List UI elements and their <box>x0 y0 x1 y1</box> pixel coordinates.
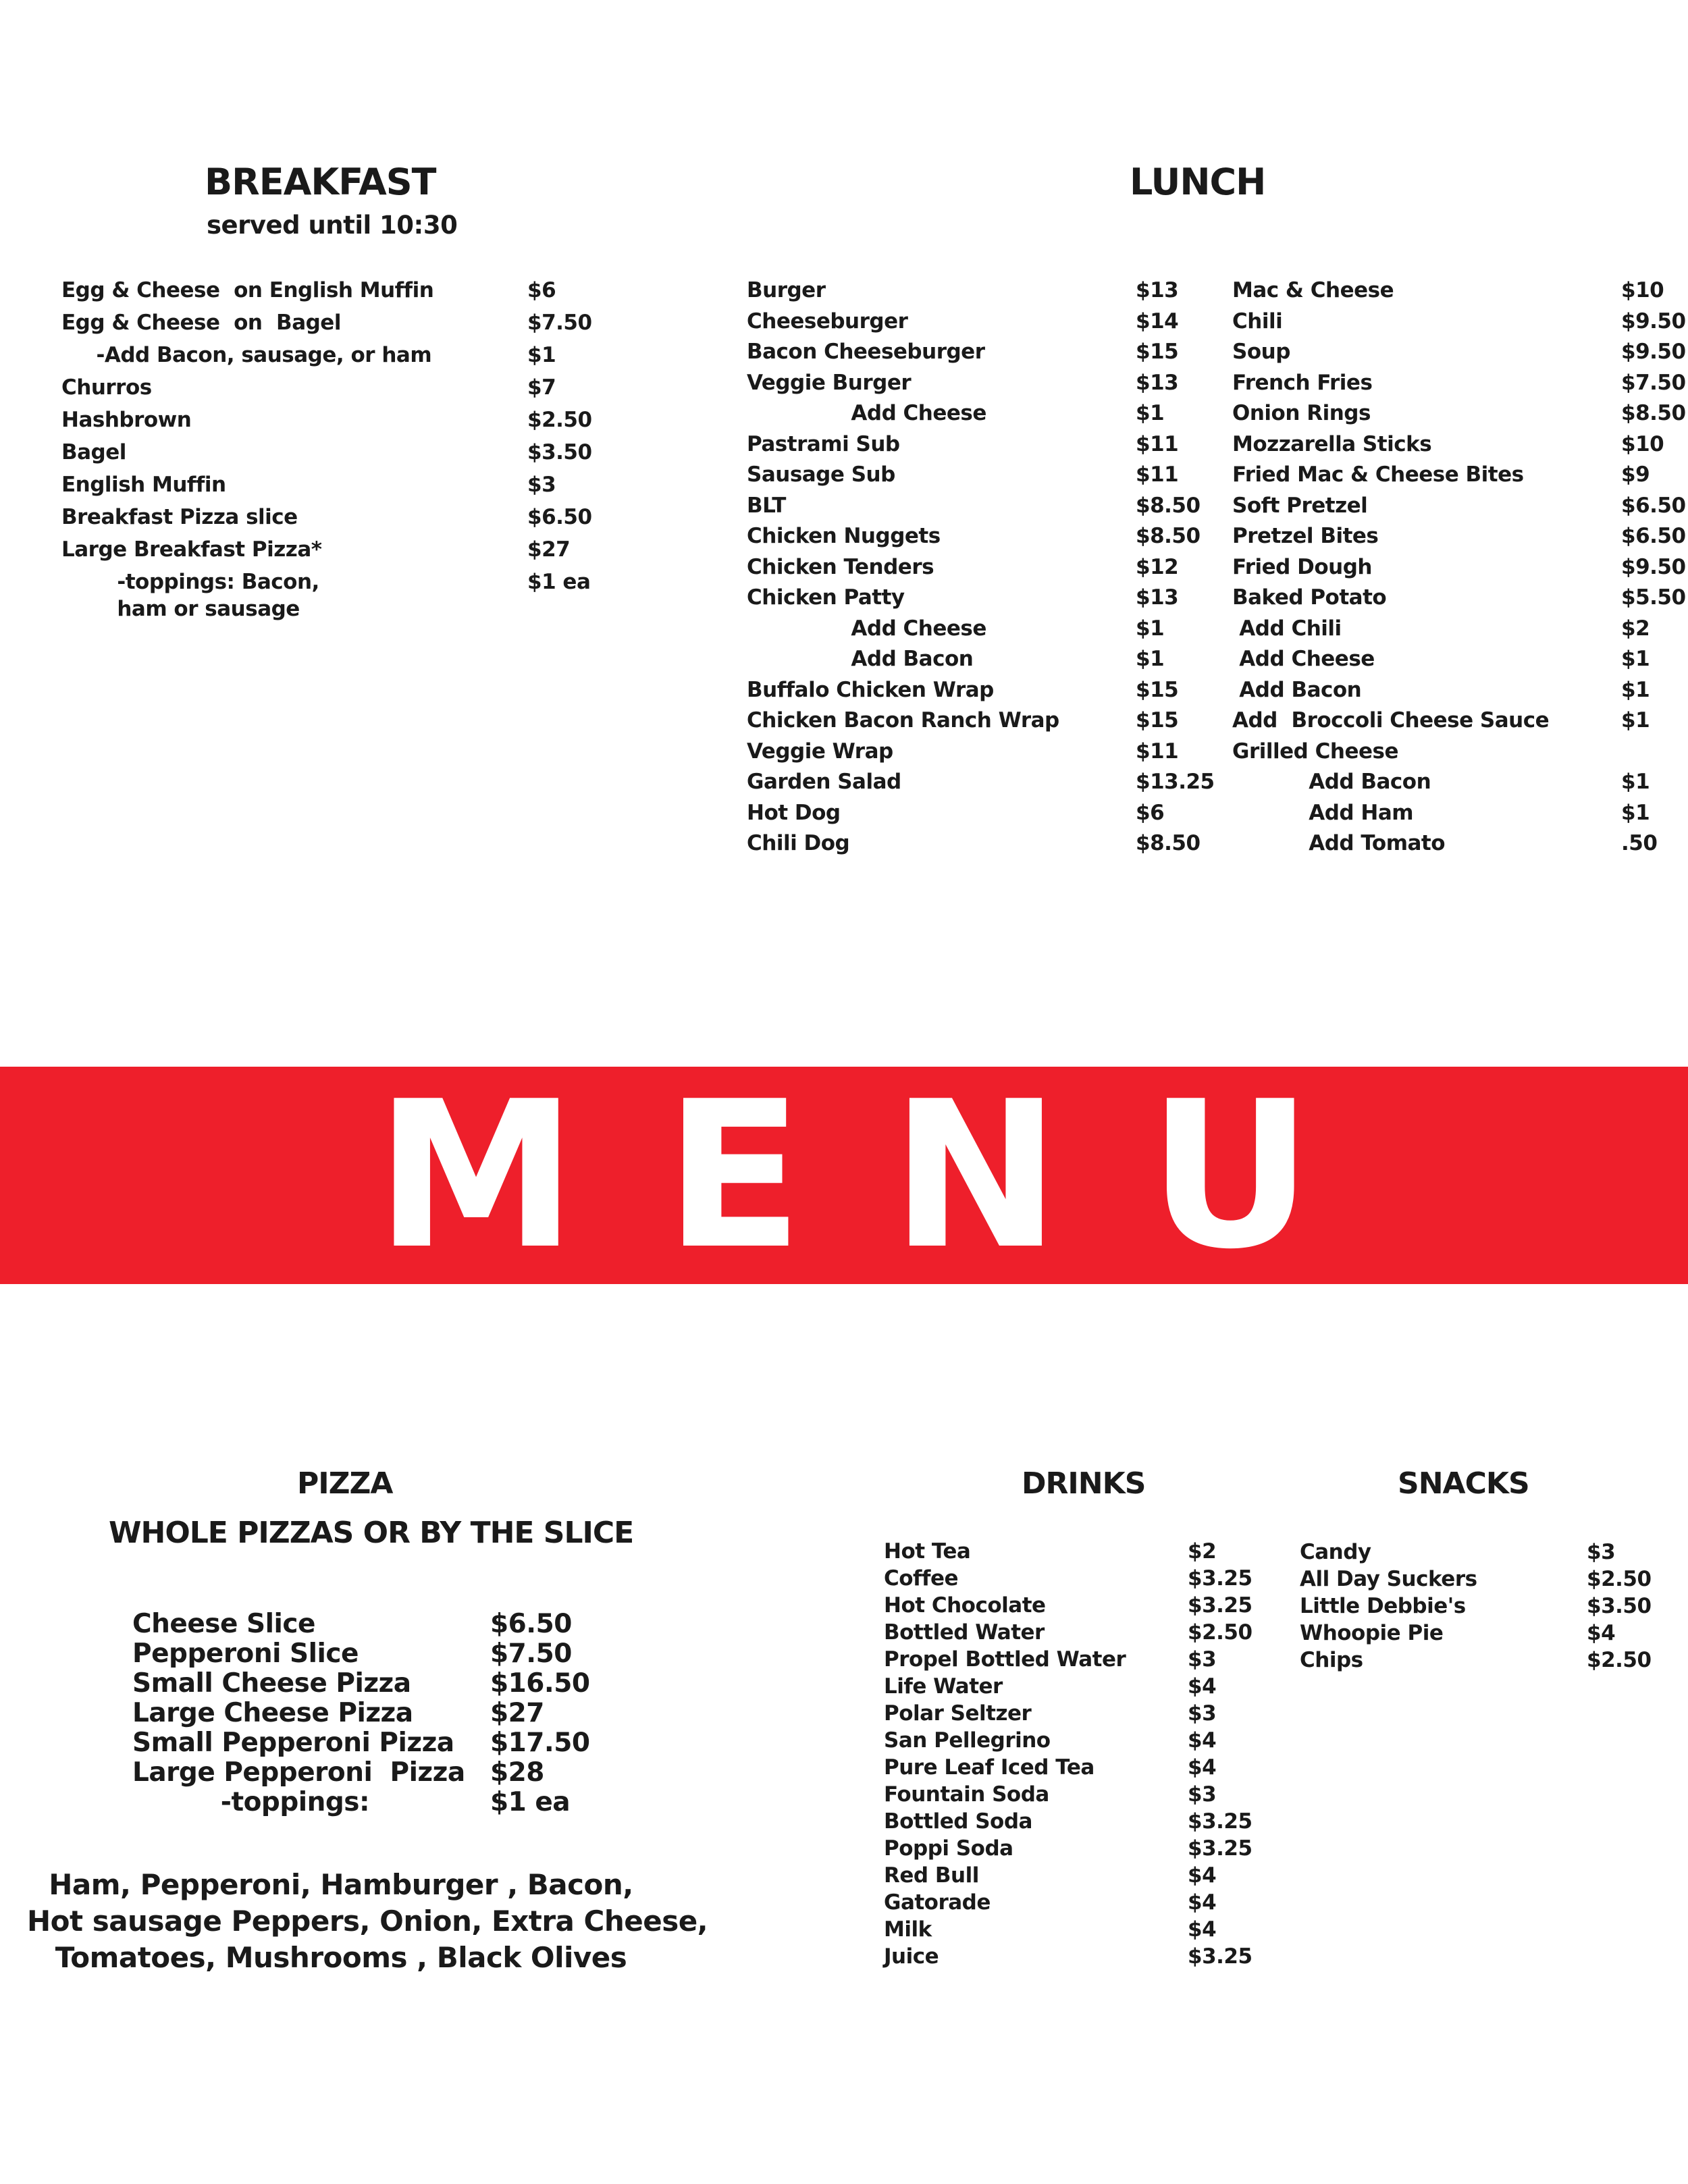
lunch-item-name: Veggie Burger <box>747 370 912 395</box>
drink-item <box>884 1728 1289 1755</box>
drink-item-price: $3 <box>1188 1701 1217 1726</box>
lunch-item-price: $14 <box>1136 309 1179 334</box>
lunch-item-name: Add Chili <box>1232 616 1342 641</box>
lunch-item-name: Chicken Tenders <box>747 554 934 579</box>
drink-item-price: $3.25 <box>1188 1809 1252 1834</box>
breakfast-item <box>61 343 602 375</box>
pizza-toppings-line: Tomatoes, Mushrooms , Black Olives <box>55 1941 627 1974</box>
lunch-item-price: $8.50 <box>1136 831 1201 855</box>
lunch-item <box>747 831 1219 862</box>
lunch-item-price: $1 <box>1136 647 1165 671</box>
lunch-item-price: $1 <box>1621 800 1650 825</box>
lunch-item-name: Chili Dog <box>747 831 850 855</box>
drink-item <box>884 1836 1289 1863</box>
lunch-item <box>747 524 1219 555</box>
drink-item-name: Bottled Soda <box>884 1809 1032 1834</box>
lunch-item <box>747 739 1219 770</box>
lunch-item <box>747 555 1219 586</box>
lunch-item <box>747 340 1219 371</box>
lunch-item-name: Add Cheese <box>747 401 986 425</box>
lunch-item-name: French Fries <box>1232 370 1373 395</box>
drink-item-price: $3 <box>1188 1647 1217 1672</box>
lunch-item-price: $6.50 <box>1621 493 1686 518</box>
pizza-item-name: Pepperoni Slice <box>132 1639 359 1669</box>
snack-item <box>1300 1540 1664 1567</box>
lunch-item-name: Add Bacon <box>747 647 974 671</box>
pizza-item <box>132 1728 618 1757</box>
lunch-item <box>1232 616 1664 647</box>
drink-item-name: Hot Chocolate <box>884 1593 1046 1618</box>
breakfast-item-name: Egg & Cheese on Bagel <box>61 311 341 335</box>
drink-item-price: $4 <box>1188 1674 1217 1699</box>
snack-item-name: All Day Suckers <box>1300 1567 1477 1591</box>
lunch-item-name: Mac & Cheese <box>1232 278 1394 302</box>
snack-item-price: $2.50 <box>1587 1567 1652 1591</box>
lunch-item <box>1232 708 1664 739</box>
pizza-item <box>132 1698 618 1728</box>
drink-item-price: $4 <box>1188 1917 1217 1942</box>
lunch-item-price: $13 <box>1136 370 1179 395</box>
lunch-item-name: Add Bacon <box>1232 770 1431 794</box>
pizza-toppings <box>27 1867 708 1976</box>
pizza-item-price: $27 <box>490 1698 544 1728</box>
lunch-item <box>1232 462 1664 494</box>
drink-item-price: $3 <box>1188 1782 1217 1807</box>
pizza-subtitle: WHOLE PIZZAS OR BY THE SLICE <box>109 1516 634 1550</box>
lunch-item-name: Veggie Wrap <box>747 739 893 764</box>
pizza-item-price: $28 <box>490 1757 544 1788</box>
snack-item-name: Candy <box>1300 1540 1371 1564</box>
drinks-list <box>884 1539 1289 1971</box>
lunch-item <box>747 770 1219 801</box>
lunch-item-name: Onion Rings <box>1232 401 1371 425</box>
lunch-item-name: Chicken Patty <box>747 585 905 610</box>
lunch-item-price: $7.50 <box>1621 370 1686 395</box>
lunch-item-name: Fried Mac & Cheese Bites <box>1232 462 1524 487</box>
lunch-item <box>1232 278 1664 309</box>
lunch-item-price: $8.50 <box>1136 524 1201 548</box>
lunch-item-name: Chicken Nuggets <box>747 524 941 548</box>
lunch-item-name: Add Tomato <box>1232 831 1446 855</box>
lunch-item-name: Chili <box>1232 309 1283 334</box>
breakfast-item-name: -toppings: Bacon, <box>61 570 319 594</box>
pizza-item-name: Large Pepperoni Pizza <box>132 1757 465 1788</box>
snacks-title: SNACKS <box>1398 1466 1529 1501</box>
lunch-item-price: $10 <box>1621 431 1664 456</box>
drink-item-price: $3.25 <box>1188 1836 1252 1861</box>
lunch-item-price: $9.50 <box>1621 554 1686 579</box>
lunch-item-name: Burger <box>747 278 826 302</box>
lunch-item <box>747 494 1219 525</box>
breakfast-item-price: $3.50 <box>527 440 592 464</box>
breakfast-item-price: $3 <box>527 473 556 497</box>
drink-item-name: Milk <box>884 1917 932 1942</box>
drink-item-price: $4 <box>1188 1890 1217 1915</box>
lunch-item-price: $13 <box>1136 585 1179 610</box>
lunch-item <box>1232 493 1686 525</box>
lunch-item <box>747 278 1219 309</box>
breakfast-item <box>61 537 602 570</box>
lunch-item <box>747 616 1219 647</box>
drinks-title: DRINKS <box>1022 1466 1146 1501</box>
breakfast-item-price: $1 ea <box>527 570 591 594</box>
lunch-item-price: $10 <box>1621 278 1664 302</box>
lunch-item-name: Fried Dough <box>1232 554 1372 579</box>
lunch-item-price: $12 <box>1136 554 1179 579</box>
lunch-item-name: Add Broccoli Cheese Sauce <box>1232 708 1550 733</box>
drink-item <box>884 1593 1289 1620</box>
breakfast-item <box>61 505 602 537</box>
lunch-item-price: $15 <box>1136 677 1179 702</box>
breakfast-item <box>61 440 602 473</box>
breakfast-item-price: $7 <box>527 375 556 400</box>
lunch-item <box>747 401 1219 432</box>
breakfast-item <box>61 311 602 343</box>
lunch-item-name: Chicken Bacon Ranch Wrap <box>747 708 1059 733</box>
snack-item-price: $3.50 <box>1587 1594 1652 1618</box>
lunch-item-price: $5.50 <box>1621 585 1686 610</box>
drink-item-name: San Pellegrino <box>884 1728 1051 1753</box>
breakfast-item-name: Hashbrown <box>61 408 192 432</box>
lunch-item <box>747 432 1219 463</box>
breakfast-item-price: $7.50 <box>527 311 592 335</box>
drink-item <box>884 1755 1289 1782</box>
lunch-item <box>1232 432 1664 463</box>
drink-item-name: Polar Seltzer <box>884 1701 1032 1726</box>
drink-item <box>884 1890 1289 1917</box>
drink-item <box>884 1566 1289 1593</box>
lunch-item-price: $13 <box>1136 278 1179 302</box>
drink-item-price: $3.25 <box>1188 1593 1252 1618</box>
lunch-item <box>1232 770 1664 801</box>
lunch-item-name: Pretzel Bites <box>1232 524 1379 548</box>
lunch-item-name: Pastrami Sub <box>747 431 900 456</box>
pizza-item <box>132 1757 618 1787</box>
lunch-item-price: $9.50 <box>1621 340 1686 364</box>
pizza-item <box>132 1639 618 1668</box>
drink-item-price: $2 <box>1188 1539 1217 1564</box>
lunch-list-right <box>1232 278 1686 862</box>
menu-banner <box>0 1057 1688 1294</box>
drink-item-name: Coffee <box>884 1566 959 1591</box>
drink-item <box>884 1620 1289 1647</box>
lunch-item-price: $6 <box>1136 800 1165 825</box>
breakfast-item-name: Churros <box>61 375 152 400</box>
snack-item-price: $2.50 <box>1587 1648 1652 1672</box>
drink-item <box>884 1917 1289 1944</box>
breakfast-subtitle: served until 10:30 <box>207 211 458 240</box>
lunch-item-price: $1 <box>1136 401 1165 425</box>
breakfast-item-price: $6 <box>527 278 556 302</box>
lunch-item-name: BLT <box>747 493 786 518</box>
drink-item <box>884 1944 1289 1971</box>
drink-item <box>884 1863 1289 1890</box>
lunch-item-price: $11 <box>1136 431 1179 456</box>
snack-item-price: $3 <box>1587 1540 1616 1564</box>
drink-item <box>884 1539 1289 1566</box>
lunch-item-name: Hot Dog <box>747 800 841 825</box>
drink-item-price: $4 <box>1188 1728 1217 1753</box>
drink-item-name: Bottled Water <box>884 1620 1045 1645</box>
breakfast-item-name: Large Breakfast Pizza* <box>61 537 322 562</box>
drink-item-price: $4 <box>1188 1755 1217 1780</box>
pizza-list <box>132 1609 618 1817</box>
lunch-item <box>747 708 1219 739</box>
snack-item-name: Little Debbie's <box>1300 1594 1466 1618</box>
lunch-item <box>1232 678 1664 709</box>
pizza-item <box>132 1668 618 1698</box>
lunch-item <box>747 801 1219 832</box>
lunch-item <box>747 678 1219 709</box>
drink-item-name: Red Bull <box>884 1863 979 1888</box>
drink-item-price: $2.50 <box>1188 1620 1252 1645</box>
lunch-item-name: Soft Pretzel <box>1232 493 1368 518</box>
lunch-item-name: Mozzarella Sticks <box>1232 431 1432 456</box>
pizza-item-name: Cheese Slice <box>132 1609 315 1639</box>
lunch-item <box>1232 801 1664 832</box>
lunch-item <box>747 585 1219 616</box>
lunch-item-price: $1 <box>1136 616 1165 641</box>
pizza-item-name: Small Cheese Pizza <box>132 1668 411 1699</box>
lunch-item <box>1232 309 1686 340</box>
lunch-item-name: Baked Potato <box>1232 585 1387 610</box>
lunch-item-price: .50 <box>1621 831 1658 855</box>
lunch-item-name: Add Cheese <box>1232 647 1375 671</box>
breakfast-item-price: $2.50 <box>527 408 592 432</box>
pizza-item-price: $17.50 <box>490 1728 590 1758</box>
lunch-item-name: Add Bacon <box>1232 677 1362 702</box>
snack-item-name: Chips <box>1300 1648 1363 1672</box>
lunch-item <box>747 647 1219 678</box>
lunch-item-price: $11 <box>1136 462 1179 487</box>
drink-item-name: Fountain Soda <box>884 1782 1049 1807</box>
pizza-item-price: $6.50 <box>490 1609 572 1639</box>
pizza-toppings-line: Ham, Pepperoni, Hamburger , Bacon, <box>49 1868 633 1901</box>
lunch-item-name: Add Cheese <box>747 616 986 641</box>
breakfast-item-name: Egg & Cheese on English Muffin <box>61 278 434 302</box>
breakfast-item <box>61 278 602 311</box>
lunch-item-name: Bacon Cheeseburger <box>747 340 985 364</box>
drink-item-name: Propel Bottled Water <box>884 1647 1126 1672</box>
lunch-item <box>747 462 1219 494</box>
menu-banner-title: MENU <box>375 1057 1401 1294</box>
lunch-item-price: $1 <box>1621 770 1650 794</box>
breakfast-item-price: $27 <box>527 537 571 562</box>
pizza-title: PIZZA <box>297 1466 393 1501</box>
snack-item <box>1300 1648 1664 1675</box>
pizza-item-name: -toppings: <box>132 1787 370 1817</box>
lunch-item-price: $1 <box>1621 708 1650 733</box>
drink-item-name: Gatorade <box>884 1890 991 1915</box>
lunch-item-price: $9.50 <box>1621 309 1686 334</box>
breakfast-title: BREAKFAST <box>205 161 436 203</box>
lunch-item-name: Soup <box>1232 340 1290 364</box>
snack-item <box>1300 1567 1664 1594</box>
snack-item-name: Whoopie Pie <box>1300 1621 1444 1645</box>
breakfast-item-price: $1 <box>527 343 556 367</box>
drink-item <box>884 1674 1289 1701</box>
snack-item <box>1300 1594 1664 1621</box>
breakfast-item <box>61 408 602 440</box>
lunch-list-left <box>747 278 1219 862</box>
lunch-item-name: Garden Salad <box>747 770 901 794</box>
lunch-item-price: $1 <box>1621 647 1650 671</box>
pizza-item-name: Large Cheese Pizza <box>132 1698 413 1728</box>
lunch-item <box>1232 739 1664 770</box>
lunch-title: LUNCH <box>1130 161 1266 203</box>
lunch-item <box>1232 647 1664 678</box>
breakfast-item-name: -Add Bacon, sausage, or ham <box>61 343 432 367</box>
drink-item <box>884 1701 1289 1728</box>
lunch-item-price: $13.25 <box>1136 770 1215 794</box>
pizza-item-price: $1 ea <box>490 1787 571 1817</box>
drink-item-name: Hot Tea <box>884 1539 971 1564</box>
lunch-item-price: $9 <box>1621 462 1650 487</box>
drink-item-name: Life Water <box>884 1674 1003 1699</box>
breakfast-list <box>61 278 602 629</box>
lunch-item <box>1232 585 1686 616</box>
drink-item-price: $3.25 <box>1188 1566 1252 1591</box>
drink-item <box>884 1647 1289 1674</box>
lunch-item-price: $8.50 <box>1621 401 1686 425</box>
lunch-item-price: $15 <box>1136 340 1179 364</box>
pizza-toppings-line: Hot sausage Peppers, Onion, Extra Cheese, <box>27 1905 708 1938</box>
pizza-item <box>132 1787 618 1817</box>
lunch-item-name: Add Ham <box>1232 800 1414 825</box>
lunch-item <box>1232 524 1686 555</box>
pizza-item-price: $16.50 <box>490 1668 590 1699</box>
lunch-item-price: $15 <box>1136 708 1179 733</box>
pizza-item <box>132 1609 618 1639</box>
drink-item-name: Poppi Soda <box>884 1836 1013 1861</box>
lunch-item-price: $6.50 <box>1621 524 1686 548</box>
snacks-list <box>1300 1540 1664 1675</box>
breakfast-item <box>61 570 602 629</box>
drink-item-name: Juice <box>884 1944 939 1969</box>
lunch-item-name: Buffalo Chicken Wrap <box>747 677 994 702</box>
drink-item-name: Pure Leaf Iced Tea <box>884 1755 1094 1780</box>
lunch-item-name: Cheeseburger <box>747 309 908 334</box>
lunch-item-name: Grilled Cheese <box>1232 739 1398 764</box>
lunch-item <box>1232 370 1686 402</box>
drink-item <box>884 1782 1289 1809</box>
lunch-item <box>747 309 1219 340</box>
drink-item-price: $4 <box>1188 1863 1217 1888</box>
lunch-item-price: $2 <box>1621 616 1650 641</box>
snack-item-price: $4 <box>1587 1621 1616 1645</box>
breakfast-item-name: Breakfast Pizza slice <box>61 505 298 529</box>
pizza-item-price: $7.50 <box>490 1639 572 1669</box>
drink-item-price: $3.25 <box>1188 1944 1252 1969</box>
breakfast-item-price: $6.50 <box>527 505 592 529</box>
drink-item <box>884 1809 1289 1836</box>
lunch-item-price: $11 <box>1136 739 1179 764</box>
breakfast-item <box>61 473 602 505</box>
lunch-item <box>1232 401 1686 432</box>
lunch-item-name: Sausage Sub <box>747 462 895 487</box>
snack-item <box>1300 1621 1664 1648</box>
lunch-item <box>1232 340 1686 371</box>
breakfast-item-name: English Muffin <box>61 473 226 497</box>
lunch-item <box>747 371 1219 402</box>
lunch-item-price: $8.50 <box>1136 493 1201 518</box>
lunch-item <box>1232 554 1686 586</box>
lunch-item-price: $1 <box>1621 677 1650 702</box>
pizza-item-name: Small Pepperoni Pizza <box>132 1728 454 1758</box>
lunch-item <box>1232 831 1664 862</box>
breakfast-item-note: ham or sausage <box>61 597 300 621</box>
breakfast-item-name: Bagel <box>61 440 126 464</box>
breakfast-item <box>61 375 602 408</box>
